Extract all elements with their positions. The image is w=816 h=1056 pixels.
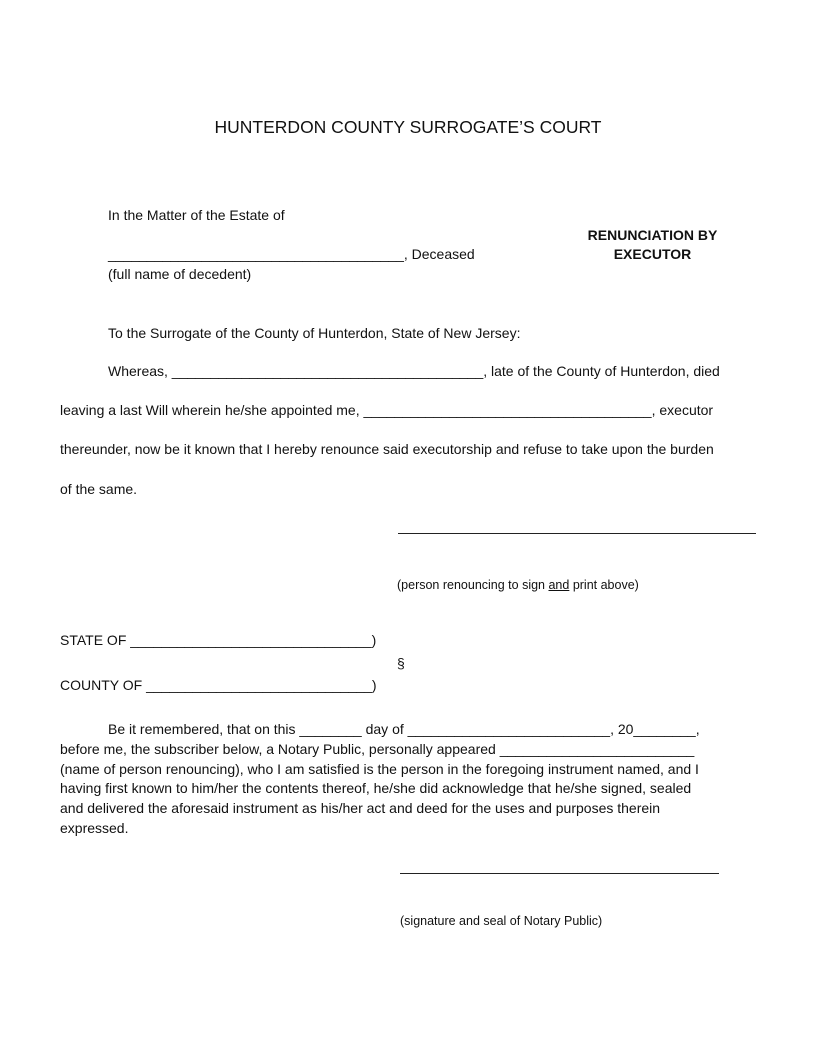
- venue-state-line: STATE OF _______________________________): [60, 632, 377, 648]
- document-title-line2: EXECUTOR: [613, 246, 692, 262]
- venue-county-line: COUNTY OF _____________________________): [60, 677, 377, 693]
- caption-suffix: print above): [569, 578, 639, 592]
- notary-line-2: before me, the subscriber below, a Notary Public, personally appeared _________________________: [60, 741, 695, 757]
- notary-line-5: and delivered the aforesaid instrument as his/her act and deed for the uses and purposes therein: [60, 800, 661, 816]
- section-symbol: §: [397, 655, 405, 671]
- renouncer-signature-caption: [397, 578, 639, 593]
- body-line-1: Whereas, ________________________________________, late of the County of Hunterdon, died: [108, 363, 720, 379]
- caption-prefix: (person renouncing to sign: [397, 578, 549, 592]
- notary-line-1: Be it remembered, that on this ________ day of __________________________, 20________,: [108, 721, 700, 737]
- deceased-name-line: ______________________________________, Deceased: [108, 246, 475, 262]
- notary-line-6: expressed.: [60, 820, 129, 836]
- body-line-4: of the same.: [60, 481, 138, 497]
- decedent-name-hint: (full name of decedent): [108, 266, 252, 282]
- estate-matter-label: In the Matter of the Estate of: [108, 207, 285, 223]
- notary-signature-caption: (signature and seal of Notary Public): [400, 914, 603, 928]
- body-line-3: thereunder, now be it known that I hereby renounce said executorship and refuse to take upon the burden: [60, 441, 714, 457]
- document-title-line1: RENUNCIATION BY: [587, 227, 718, 243]
- notary-line-4: having first known to him/her the contents thereof, he/she did acknowledge that he/she signed, sealed: [60, 780, 692, 796]
- caption-and: and: [548, 578, 570, 592]
- body-line-2: leaving a last Will wherein he/she appointed me, _____________________________________, executor: [60, 402, 714, 418]
- notary-signature-line[interactable]: [400, 873, 719, 874]
- renouncer-signature-line[interactable]: [398, 533, 756, 534]
- court-title: HUNTERDON COUNTY SURROGATE’S COURT: [214, 117, 602, 137]
- surrogate-address: To the Surrogate of the County of Hunterdon, State of New Jersey:: [108, 325, 521, 341]
- notary-line-3: (name of person renouncing), who I am satisfied is the person in the foregoing instrument named, and I: [60, 761, 699, 777]
